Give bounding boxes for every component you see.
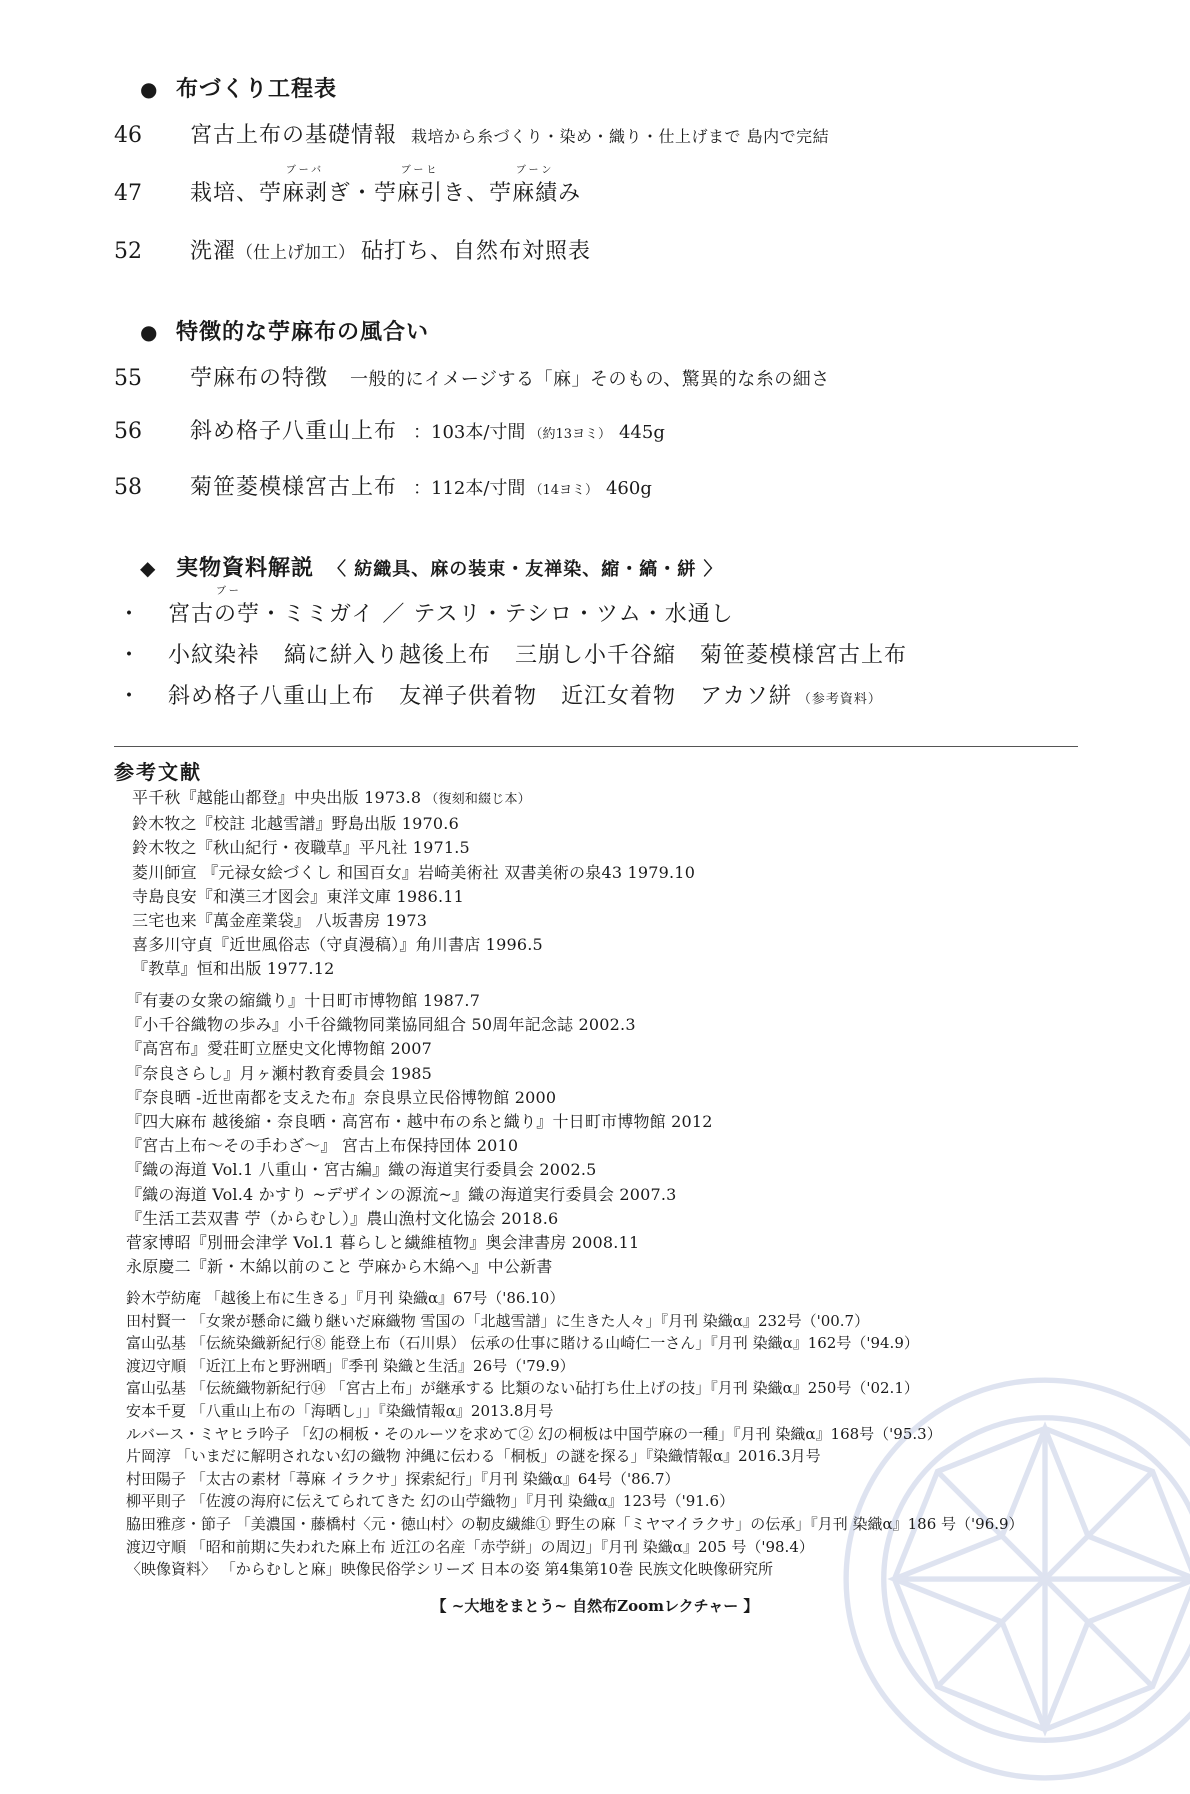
reference-item: 『生活工芸双書 苧（からむし）』農山漁村文化協会 2018.6 (126, 1207, 713, 1231)
material-row-1 (118, 597, 734, 628)
entry-spec: ：103本/寸間 (413, 422, 525, 443)
entry-title: 斜め格子八重山上布 (190, 419, 397, 444)
reference-item: 鈴木苧紡庵 「越後上布に生きる」『月刊 染織α』67号（'86.10） (126, 1287, 1024, 1310)
entry-title: 苧麻布の特徴 (190, 366, 328, 391)
reference-item: 安本千夏 「八重山上布の「海晒し」」『染織情報α』2013.8月号 (126, 1400, 1024, 1423)
reference-item: 寺島良安『和漢三才図会』東洋文庫 1986.11 (132, 885, 695, 909)
entry-paren: （約13ヨミ） (529, 427, 611, 442)
page-number: 56 (114, 419, 190, 444)
entry-title: 菊笹菱模様宮古上布 (190, 475, 397, 500)
reference-item: 菅家博昭『別冊会津学 Vol.1 暮らしと繊維植物』奥会津書房 2008.11 (126, 1231, 713, 1255)
section-title: 特徴的な苧麻布の風合い (176, 319, 429, 345)
page-number: 47 (114, 181, 190, 206)
entry-rest: 砧打ち、自然布対照表 (361, 239, 591, 264)
page-number: 58 (114, 475, 190, 500)
reference-item: 片岡淳 「いまだに解明されない幻の織物 沖縄に伝わる「桐板」の謎を探る」『染織情報α』2016.3月号 (126, 1445, 1024, 1468)
bullet-dot-icon: ・ (118, 679, 162, 710)
footer-caption: 【 ~大地をまとう~ 自然布Zoomレクチャー 】 (0, 1595, 1190, 1616)
reference-item: 平千秋『越能山都登』中央出版 1973.8 （復刻和綴じ本） (132, 786, 695, 812)
section-heading-materials (140, 551, 723, 582)
reference-item: 『奈良晒 -近世南都を支えた布』奈良県立民俗博物館 2000 (126, 1086, 713, 1110)
material-item: 斜め格子八重山上布 (168, 684, 375, 709)
page-number: 46 (114, 123, 190, 148)
entry-paren: （14ヨミ） (529, 483, 598, 498)
reference-item: 脇田雅彦・節子 「美濃国・藤橋村〈元・徳山村〉の靭皮繊維① 野生の麻「ミヤマイラクサ」の伝承」『月刊 染織α』186 号（'96.9） (126, 1513, 1024, 1536)
entry-spec: ：112本/寸間 (413, 478, 525, 499)
page-number: 52 (114, 239, 190, 264)
reference-item: 『奈良さらし』月ヶ瀬村教育委員会 1985 (126, 1062, 713, 1086)
bullet-dot-icon: ・ (118, 638, 162, 669)
material-row-2 (118, 638, 907, 669)
material-item: 宮古の苧・ミミガイ ／ テスリ・テシロ・ツム・水通し (168, 602, 734, 627)
section-divider (114, 746, 1078, 747)
material-item: 友禅子供着物 (399, 684, 537, 709)
toc-entry-46 (114, 118, 829, 149)
references-group-1 (132, 786, 695, 982)
reference-item: ルバース・ミヤヒラ吟子 「幻の桐板・そのルーツを求めて② 幻の桐板は中国苧麻の一種」『月刊 染織α』168号（'95.3） (126, 1423, 1024, 1446)
material-item: 小紋染裃 (168, 643, 260, 668)
reference-item: 『小千谷織物の歩み』小千谷織物同業協同組合 50周年記念誌 2002.3 (126, 1013, 713, 1037)
ruby-reading: ブーヒ (374, 161, 466, 176)
reference-note: （復刻和綴じ本） (425, 792, 531, 807)
section-title: 布づくり工程表 (176, 76, 337, 102)
reference-item: 『高宮布』愛荘町立歴史文化博物館 2007 (126, 1037, 713, 1061)
reference-item: 〈映像資料〉 「からむしと麻」映像民俗学シリーズ 日本の姿 第4集第10巻 民族文化映像研究所 (126, 1558, 1024, 1581)
reference-item: 田村賢一 「女衆が懸命に織り継いだ麻織物 雪国の「北越雪譜」に生きた人々」『月刊 染織α』232号（'00.7） (126, 1310, 1024, 1333)
references-group-3 (126, 1287, 1024, 1581)
reference-item: 喜多川守貞『近世風俗志（守貞漫稿）』角川書店 1996.5 (132, 933, 695, 957)
reference-item: 渡辺守順 「昭和前期に失われた麻上布 近江の名産「赤苧絣」の周辺」『月刊 染織α』205 号（'98.4） (126, 1536, 1024, 1559)
reference-item: 柳平則子 「佐渡の海府に伝えてられてきた 幻の山苧織物」『月刊 染織α』123号（'91.6） (126, 1490, 1024, 1513)
reference-item: 『織の海道 Vol.4 かすり ~デザインの源流~』織の海道実行委員会 2007.3 (126, 1183, 713, 1207)
bullet-diamond-icon: ◆ (140, 556, 176, 580)
material-item: 近江女着物 (561, 684, 676, 709)
ruby-reading: ブーン (489, 161, 581, 176)
material-item: アカソ絣 (700, 684, 792, 709)
reference-item: 『宮古上布〜その手わざ〜』 宮古上布保持団体 2010 (126, 1134, 713, 1158)
references-title: 参考文献 (114, 756, 202, 785)
page-number: 55 (114, 366, 190, 391)
reference-item: 『教草』恒和出版 1977.12 (132, 957, 695, 981)
entry-weight: 460g (606, 478, 652, 499)
references-group-2 (126, 989, 713, 1279)
reference-item: 『織の海道 Vol.1 八重山・宮古編』織の海道実行委員会 2002.5 (126, 1158, 713, 1182)
reference-item: 永原慶二『新・木綿以前のこと 苧麻から木綿へ』中公新書 (126, 1255, 713, 1279)
toc-entry-56 (114, 414, 665, 445)
reference-item: 渡辺守順 「近江上布と野洲晒」『季刊 染織と生活』26号（'79.9） (126, 1355, 1024, 1378)
reference-item: 『有妻の女衆の縮織り』十日町市博物館 1987.7 (126, 989, 713, 1013)
entry-title: 栽培、 ブーバ 苧麻剥ぎ・ ブーヒ 苧麻引き、 ブーン 苧麻績み (190, 181, 581, 206)
entry-weight: 445g (619, 422, 665, 443)
reference-item: 三宅也来『萬金産業袋』 八坂書房 1973 (132, 909, 695, 933)
reference-item: 鈴木牧之『秋山紀行・夜職草』平凡社 1971.5 (132, 836, 695, 860)
material-item: 三崩し小千谷縮 (515, 643, 676, 668)
ruby-reading: ブーバ (259, 161, 351, 176)
section-subtitle: 〈 紡織具、麻の装束・友禅染、縮・縞・絣 〉 (328, 559, 723, 580)
bullet-circle-icon: ● (140, 320, 176, 344)
toc-entry-55 (114, 361, 830, 392)
section-heading-character (140, 315, 429, 346)
entry-description: 一般的にイメージする「麻」そのもの、驚異的な糸の細さ (350, 369, 830, 390)
toc-entry-58 (114, 470, 652, 501)
entry-title: 宮古上布の基礎情報 (190, 123, 397, 148)
material-row-3 (118, 679, 882, 710)
bullet-dot-icon: ・ (118, 597, 162, 628)
reference-item: 富山弘基 「伝統織物新紀行⑭ 「宮古上布」が継承する 比類のない砧打ち仕上げの技」『月刊 染織α』250号（'02.1） (126, 1377, 1024, 1400)
section-heading-process (140, 72, 337, 103)
entry-description: 栽培から糸づくり・染め・織り・仕上げまで 島内で完結 (411, 127, 829, 146)
reference-item: 菱川師宣 『元禄女絵づくし 和国百女』岩崎美術社 双書美術の泉43 1979.10 (132, 861, 695, 885)
material-item: 縞に絣入り越後上布 (284, 643, 491, 668)
toc-entry-52 (114, 234, 591, 265)
material-note: （参考資料） (798, 692, 882, 707)
reference-item: 村田陽子 「太古の素材「蕁麻 イラクサ」探索紀行」『月刊 染織α』64号（'86.7） (126, 1468, 1024, 1491)
toc-entry-47 (114, 176, 581, 207)
section-title: 実物資料解説 (176, 555, 314, 581)
entry-title: 洗濯 (190, 239, 236, 264)
reference-item: 鈴木牧之『校註 北越雪譜』野島出版 1970.6 (132, 812, 695, 836)
reference-item: 富山弘基 「伝統染織新紀行⑧ 能登上布（石川県） 伝承の仕事に賭ける山崎仁一さん」『月刊 染織α』162号（'94.9） (126, 1332, 1024, 1355)
ruby-reading: ブー (216, 582, 242, 597)
material-item: 菊笹菱模様宮古上布 (700, 643, 907, 668)
entry-paren: （仕上げ加工） (236, 243, 355, 263)
bullet-circle-icon: ● (140, 77, 176, 101)
reference-item: 『四大麻布 越後縮・奈良晒・高宮布・越中布の糸と織り』十日町市博物館 2012 (126, 1110, 713, 1134)
